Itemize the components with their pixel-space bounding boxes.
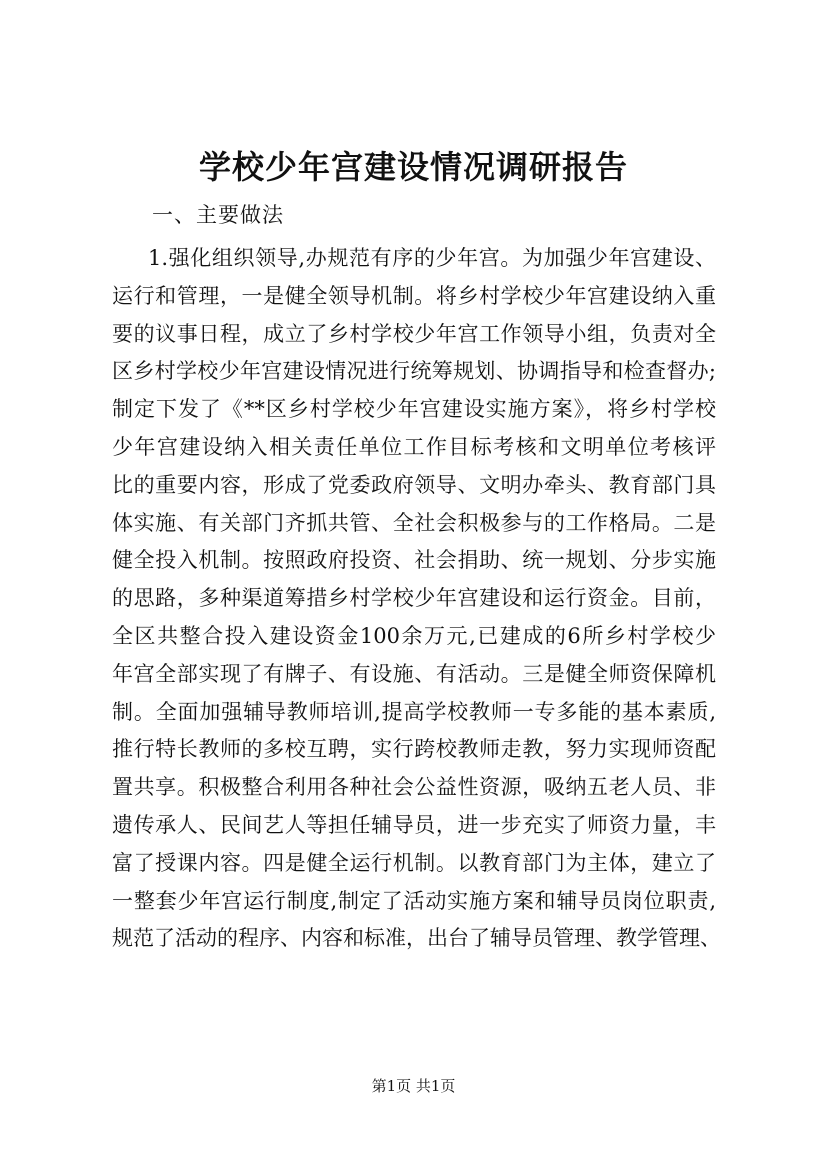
body-line: 比的重要内容，形成了党委政府领导、文明办牵头、教育部门具 bbox=[112, 472, 716, 497]
body-line: 规范了活动的程序、内容和标准，出台了辅导员管理、教学管理、 bbox=[112, 926, 721, 951]
body-line: 年宫全部实现了有牌子、有设施、有活动。三是健全师资保障机 bbox=[112, 661, 716, 686]
body-paragraph bbox=[112, 240, 721, 958]
body-line: 富了授课内容。四是健全运行机制。以教育部门为主体，建立了 bbox=[112, 850, 716, 875]
body-line: 体实施、有关部门齐抓共管、全社会积极参与的工作格局。二是 bbox=[112, 510, 716, 535]
body-line: 区乡村学校少年宫建设情况进行统筹规划、协调指导和检查督办; bbox=[112, 359, 716, 384]
document-title: 学校少年宫建设情况调研报告 bbox=[198, 148, 628, 186]
section-heading: 一、主要做法 bbox=[152, 203, 284, 227]
body-line: 少年宫建设纳入相关责任单位工作目标考核和文明单位考核评 bbox=[112, 434, 716, 459]
body-line: 的思路，多种渠道筹措乡村学校少年宫建设和运行资金。目前， bbox=[112, 586, 716, 611]
body-line: 置共享。积极整合利用各种社会公益性资源，吸纳五老人员、非 bbox=[112, 775, 716, 800]
body-line: 全区共整合投入建设资金100余万元,已建成的6所乡村学校少 bbox=[112, 623, 716, 648]
body-line: 遗传承人、民间艺人等担任辅导员，进一步充实了师资力量，丰 bbox=[112, 812, 716, 837]
page-footer: 第1页 共1页 bbox=[371, 1077, 456, 1095]
body-line: 1.强化组织领导,办规范有序的少年宫。为加强少年宫建设、 bbox=[148, 246, 716, 270]
body-line: 制定下发了《**区乡村学校少年宫建设实施方案》，将乡村学校 bbox=[112, 397, 716, 422]
body-line: 运行和管理，一是健全领导机制。将乡村学校少年宫建设纳入重 bbox=[112, 283, 716, 308]
body-line: 一整套少年宫运行制度,制定了活动实施方案和辅导员岗位职责, bbox=[112, 888, 716, 913]
body-line: 要的议事日程，成立了乡村学校少年宫工作领导小组，负责对全 bbox=[112, 321, 716, 346]
body-line: 制。全面加强辅导教师培训,提高学校教师一专多能的基本素质, bbox=[112, 699, 716, 724]
body-line: 健全投入机制。按照政府投资、社会捐助、统一规划、分步实施 bbox=[112, 548, 716, 573]
body-line: 推行特长教师的多校互聘，实行跨校教师走教，努力实现师资配 bbox=[112, 737, 716, 762]
